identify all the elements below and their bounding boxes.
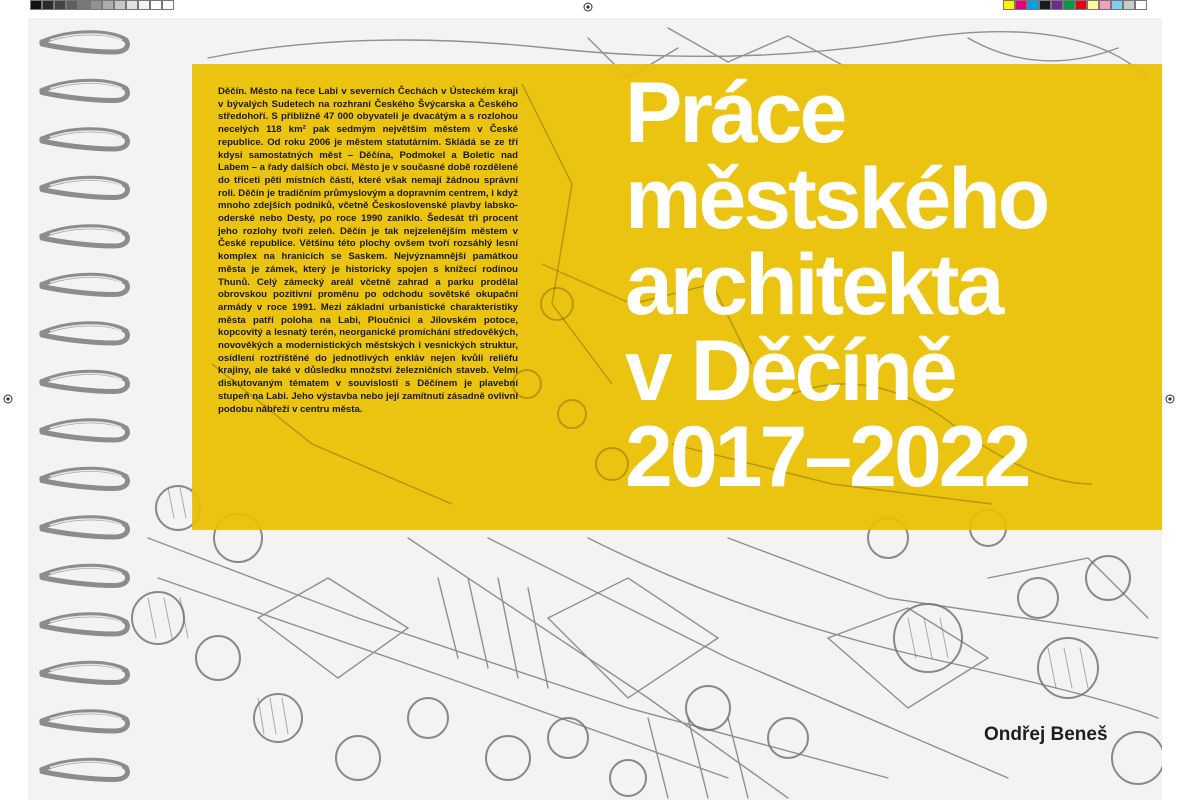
gray-swatch xyxy=(102,0,114,10)
color-calibration-bar xyxy=(1003,0,1147,10)
gray-swatch xyxy=(90,0,102,10)
spiral-coil xyxy=(42,712,128,731)
spiral-coil xyxy=(42,663,128,682)
color-swatch xyxy=(1123,0,1135,10)
title-line-1: Práce xyxy=(625,65,845,161)
gray-swatch xyxy=(138,0,150,10)
spiral-coil xyxy=(42,372,128,391)
color-swatch xyxy=(1135,0,1147,10)
color-swatch xyxy=(1039,0,1051,10)
color-swatch xyxy=(1063,0,1075,10)
gray-swatch xyxy=(66,0,78,10)
title-line-4: v Děčíně xyxy=(625,323,955,419)
gray-swatch xyxy=(114,0,126,10)
color-swatch xyxy=(1027,0,1039,10)
grayscale-calibration-bar xyxy=(30,0,174,10)
spiral-coil xyxy=(42,518,128,537)
registration-mark-icon xyxy=(583,2,593,12)
color-swatch xyxy=(1015,0,1027,10)
color-swatch xyxy=(1087,0,1099,10)
spiral-coil xyxy=(42,469,128,488)
color-swatch xyxy=(1051,0,1063,10)
spiral-binding-icon xyxy=(30,20,140,795)
color-swatch xyxy=(1003,0,1015,10)
spiral-coil xyxy=(42,421,128,440)
gray-swatch xyxy=(42,0,54,10)
spiral-coil xyxy=(42,275,128,294)
book-title xyxy=(625,65,1145,505)
spiral-coil xyxy=(42,81,128,100)
color-swatch xyxy=(1111,0,1123,10)
title-line-2: městského xyxy=(625,151,1048,247)
spiral-coil xyxy=(42,566,128,585)
registration-mark-icon xyxy=(3,394,13,404)
spiral-coil xyxy=(42,227,128,246)
gray-swatch xyxy=(30,0,42,10)
spiral-coil xyxy=(42,760,128,779)
spiral-coil xyxy=(42,324,128,343)
spiral-coil xyxy=(42,33,128,52)
gray-swatch xyxy=(78,0,90,10)
color-swatch xyxy=(1075,0,1087,10)
gray-swatch xyxy=(162,0,174,10)
gray-swatch xyxy=(126,0,138,10)
registration-mark-icon xyxy=(1165,394,1175,404)
color-swatch xyxy=(1099,0,1111,10)
title-line-5: 2017–2022 xyxy=(625,409,1029,505)
author-name: Ondřej Beneš xyxy=(984,724,1108,745)
gray-swatch xyxy=(150,0,162,10)
spiral-coil xyxy=(42,130,128,149)
spiral-coil xyxy=(42,178,128,197)
intro-paragraph: Děčín. Město na řece Labi v severních Čechách v Ústeckém kraji v bývalých Sudetech na rozhraní Českého Švýcarska a Českého středohoří. S přibližně 47 000 obyvateli je dvacátým a s rozlohou necelých 118 km² pak sedmým největším městem v České republice. Od roku 2006 je městem statutárním. Skládá se ze tří kdysi samostatných měst – Děčína, Podmokel a Boletic nad Labem – a řady dalších obcí. Město je v současné době rozdělené do třiceti pěti místních částí, které však nemají žádnou správní roli. Děčín je tradičním průmyslovým a dopravním centrem, i když mnoho zdejších podniků, včetně Československé plavby labsko-oderské nebo Desty, po roce 1990 zaniklo. Šedesát tři procent jeho rozlohy tvoří zeleň. Děčín je tak nejzelenějším městem v České republice. Většinu této plochy ovšem tvoří rozsáhlý lesní komplex na hranicích se Saskem. Nejvýznamnější památkou města je zámek, který je historicky spojen s knížecí rodinou Thunů. Celý zámecký areál včetně zahrad a parku prodělal obrovskou pozitivní proměnu po odchodu sovětské okupační armády v roce 1991. Mezi základní urbanistické charakteristiky města patří poloha na Labi, Ploučnici a Jílovském potoce, kopcovitý a lesnatý terén, neorganické promíchání středověkých, novověkých a modernistických městských i vesnických struktur, osídlení roztříštěné do jednotlivých enkláv nejen kvůli reliéfu krajiny, ale také v důsledku množství železničních staveb. Velmi diskutovaným tématem v souvislosti s Děčínem je plavební stupeň na Labi. Jeho výstavba nebo její zamítnutí zásadně ovlivní podobu nábřeží v centru města. xyxy=(218,86,518,415)
spiral-coil xyxy=(42,615,128,634)
gray-swatch xyxy=(54,0,66,10)
title-line-3: architekta xyxy=(625,237,1002,333)
